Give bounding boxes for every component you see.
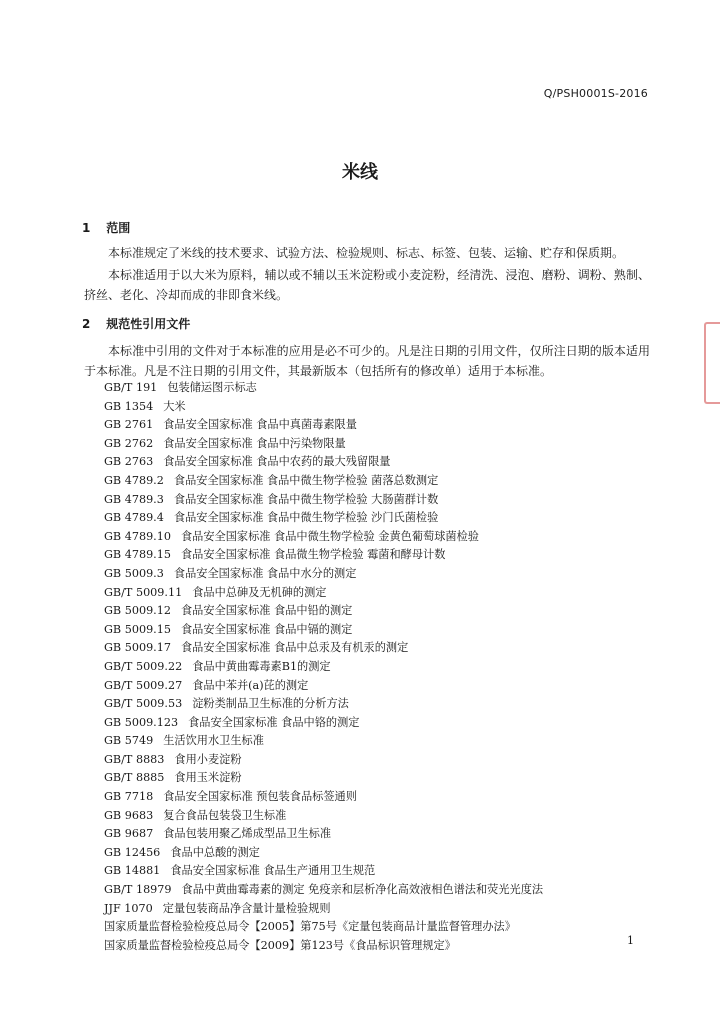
- reference-item: [104, 379, 664, 398]
- reference-code: GB 9687: [104, 827, 154, 841]
- reference-title: 食品安全国家标准 食品生产通用卫生规范: [170, 864, 376, 878]
- reference-item: [104, 621, 664, 640]
- scope-paragraph-2: 本标准适用于以大米为原料，辅以或不辅以玉米淀粉或小麦淀粉，经清洗、浸泡、磨粉、调粉、熟制、挤丝、老化、冷却而成的非即食米线。: [84, 268, 650, 302]
- reference-item: [104, 807, 664, 826]
- reference-item: [104, 416, 664, 435]
- reference-code: GB 5009.17: [104, 641, 171, 655]
- reference-code: GB/T 191: [104, 381, 158, 394]
- reference-title: 复合食品包装袋卫生标准: [163, 808, 287, 822]
- references-intro-paragraph: 本标准中引用的文件对于本标准的应用是必不可少的。凡是注日期的引用文件，仅所注日期的版本适用于本标准。凡是不注日期的引用文件，其最新版本（包括所有的修改单）适用于本标准。: [84, 344, 650, 378]
- reference-title: 食品安全国家标准 食品中铅的测定: [180, 604, 353, 618]
- reference-item: [104, 900, 664, 919]
- reference-item: [104, 546, 664, 565]
- reference-code: GB 9683: [104, 808, 154, 822]
- reference-code: GB 5009.123: [104, 715, 179, 729]
- reference-code: GB/T 5009.27: [104, 678, 183, 692]
- reference-title: 食品中总酸的测定: [170, 845, 260, 859]
- reference-code: GB 4789.15: [104, 548, 171, 562]
- reference-title: 食品安全国家标准 食品中微生物学检验 沙门氏菌检验: [173, 511, 439, 525]
- reference-title: 大米: [163, 399, 186, 413]
- reference-title: 食品中黄曲霉毒素的测定 免疫亲和层析净化高效液相色谱法和荧光光度法: [181, 883, 544, 897]
- reference-title: 食用小麦淀粉: [174, 752, 242, 766]
- reference-title: 包装储运图示标志: [167, 381, 257, 394]
- reference-title: 食品安全国家标准 食品中铬的测定: [188, 715, 360, 729]
- section-heading-scope: [82, 219, 130, 236]
- reference-item: [104, 491, 664, 510]
- reference-item: [104, 825, 664, 844]
- reference-code: GB/T 8883: [104, 752, 165, 766]
- reference-code: GB 5749: [104, 734, 154, 748]
- scope-paragraph-1: 本标准规定了米线的技术要求、试验方法、检验规则、标志、标签、包装、运输、贮存和保质期。: [108, 246, 625, 260]
- reference-title: 食用玉米淀粉: [174, 771, 242, 785]
- reference-title: 食品安全国家标准 食品微生物学检验 霉菌和酵母计数: [180, 548, 446, 562]
- reference-title: 国家质量监督检验检疫总局令【2009】第123号《食品标识管理规定》: [104, 938, 456, 952]
- reference-title: 食品安全国家标准 食品中总汞及有机汞的测定: [180, 641, 409, 655]
- reference-code: GB 4789.2: [104, 473, 164, 487]
- reference-code: JJF 1070: [104, 901, 153, 915]
- reference-code: GB 1354: [104, 399, 154, 413]
- reference-item: [104, 639, 664, 658]
- reference-item: [104, 435, 664, 454]
- reference-title: 国家质量监督检验检疫总局令【2005】第75号《定量包装商品计量监督管理办法》: [104, 920, 516, 934]
- reference-code: GB 4789.10: [104, 529, 171, 543]
- reference-item: [104, 398, 664, 417]
- reference-item: [104, 769, 664, 788]
- reference-code: GB/T 8885: [104, 771, 165, 785]
- reference-code: GB 14881: [104, 864, 161, 878]
- reference-title: 定量包装商品净含量计量检验规则: [162, 901, 331, 915]
- reference-item: [104, 677, 664, 696]
- reference-item: [104, 453, 664, 472]
- reference-item: [104, 844, 664, 863]
- reference-title: 淀粉类制品卫生标准的分析方法: [192, 697, 349, 711]
- reference-item: [104, 565, 664, 584]
- reference-title: 食品安全国家标准 食品中真菌毒素限量: [163, 418, 357, 432]
- reference-code: GB/T 5009.53: [104, 697, 183, 711]
- reference-item: [104, 658, 664, 677]
- reference-code: GB/T 5009.22: [104, 659, 183, 673]
- reference-code: GB 5009.12: [104, 604, 171, 618]
- reference-code: GB 2761: [104, 418, 154, 432]
- reference-item: [104, 528, 664, 547]
- red-stamp-fragment: [704, 322, 720, 404]
- reference-item: [104, 732, 664, 751]
- reference-item: [104, 751, 664, 770]
- reference-title: 食品安全国家标准 食品中镉的测定: [180, 622, 353, 636]
- reference-title: 食品安全国家标准 食品中微生物学检验 菌落总数测定: [173, 473, 439, 487]
- page-title: 米线: [342, 162, 378, 183]
- reference-title: 食品中苯并(a)芘的测定: [192, 678, 309, 692]
- reference-item: [104, 584, 664, 603]
- reference-item: [104, 602, 664, 621]
- section-heading-normative-references: [82, 315, 190, 332]
- reference-code: GB 4789.3: [104, 492, 164, 506]
- reference-title: 食品安全国家标准 食品中污染物限量: [163, 436, 346, 450]
- reference-list: [104, 379, 664, 955]
- reference-title: 生活饮用水卫生标准: [163, 734, 264, 748]
- reference-title: 食品安全国家标准 食品中微生物学检验 金黄色葡萄球菌检验: [180, 529, 479, 543]
- reference-item: [104, 788, 664, 807]
- reference-title: 食品安全国家标准 食品中农药的最大残留限量: [163, 455, 391, 469]
- reference-title: 食品中总砷及无机砷的测定: [192, 585, 327, 599]
- reference-item: [104, 695, 664, 714]
- reference-title: 食品包装用聚乙烯成型品卫生标准: [163, 827, 332, 841]
- reference-item: [104, 881, 664, 900]
- reference-code: GB/T 5009.11: [104, 585, 183, 599]
- section-number: 1: [82, 221, 91, 235]
- reference-item: [104, 472, 664, 491]
- page-number: 1: [627, 934, 634, 947]
- reference-title: 食品安全国家标准 食品中水分的测定: [173, 566, 357, 580]
- reference-item: [104, 937, 664, 956]
- reference-code: GB 5009.15: [104, 622, 171, 636]
- reference-item: [104, 862, 664, 881]
- section-title: 范围: [106, 221, 131, 235]
- reference-code: GB 2763: [104, 455, 154, 469]
- reference-title: 食品安全国家标准 食品中微生物学检验 大肠菌群计数: [173, 492, 439, 506]
- reference-code: GB 4789.4: [104, 511, 164, 525]
- reference-code: GB 5009.3: [104, 566, 164, 580]
- section-title: 规范性引用文件: [106, 317, 191, 331]
- reference-title: 食品安全国家标准 预包装食品标签通则: [163, 790, 357, 804]
- document-code: Q/PSH0001S-2016: [543, 87, 648, 100]
- reference-item: [104, 714, 664, 733]
- section-number: 2: [82, 317, 91, 331]
- reference-item: [104, 918, 664, 937]
- reference-item: [104, 509, 664, 528]
- reference-code: GB 7718: [104, 790, 154, 804]
- reference-title: 食品中黄曲霉毒素B1的测定: [192, 659, 331, 673]
- reference-code: GB 2762: [104, 436, 154, 450]
- reference-code: GB 12456: [104, 845, 161, 859]
- reference-code: GB/T 18979: [104, 883, 172, 897]
